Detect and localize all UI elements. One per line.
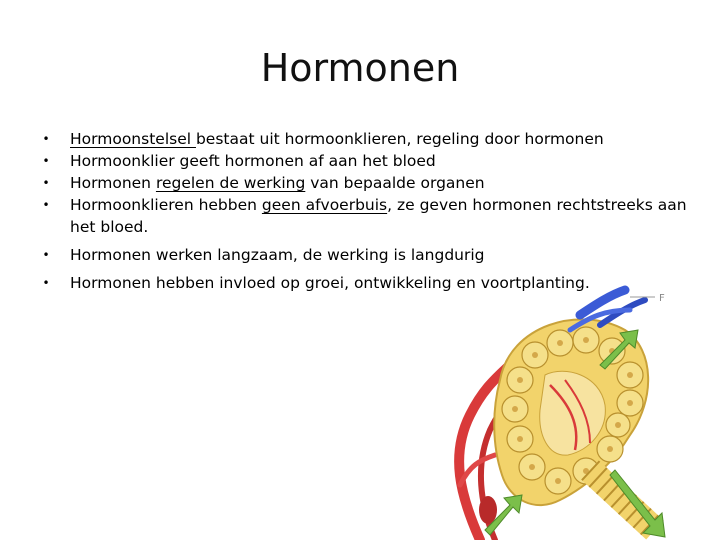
gland-illustration [440,285,680,540]
bullet-list [40,128,700,294]
bullet-text: , ze geven hormonen rechtstreeks aan het bloed. [70,196,687,236]
bullet-dot-icon: • [42,276,50,290]
bullet-dot-icon: • [42,154,50,168]
bullet-item [40,150,700,172]
bullet-underlined: regelen de werking [155,174,306,192]
bullet-item [40,172,700,194]
artery-end [479,496,497,524]
bullet-dot-icon: • [42,248,50,262]
slide-title: Hormonen [260,46,460,90]
bullet-dot-icon: • [42,132,50,146]
bullet-item [40,244,700,266]
bullet-item [40,194,700,238]
bullet-text: Hormonen [70,174,156,192]
bullet-text: Hormonen hebben invloed op groei, ontwikkeling en voortplanting. [70,274,590,292]
figure-label: F [659,293,665,304]
bullet-item [40,128,700,150]
bullet-underlined: geen afvoerbuis [261,196,388,214]
bullet-dot-icon: • [42,198,50,212]
bullet-text: bestaat uit hormoonklieren, regeling door hormonen [195,130,604,148]
bullet-underlined: Hormoonstelsel [70,130,196,148]
bullet-text: van bepaalde organen [305,174,485,192]
bullet-text: Hormoonklier geeft hormonen af aan het bloed [70,152,436,170]
bullet-dot-icon: • [42,176,50,190]
bullet-text: Hormonen werken langzaam, de werking is langdurig [70,246,485,264]
artery-vessel [460,455,495,485]
bullet-text: Hormoonklieren hebben [70,196,262,214]
